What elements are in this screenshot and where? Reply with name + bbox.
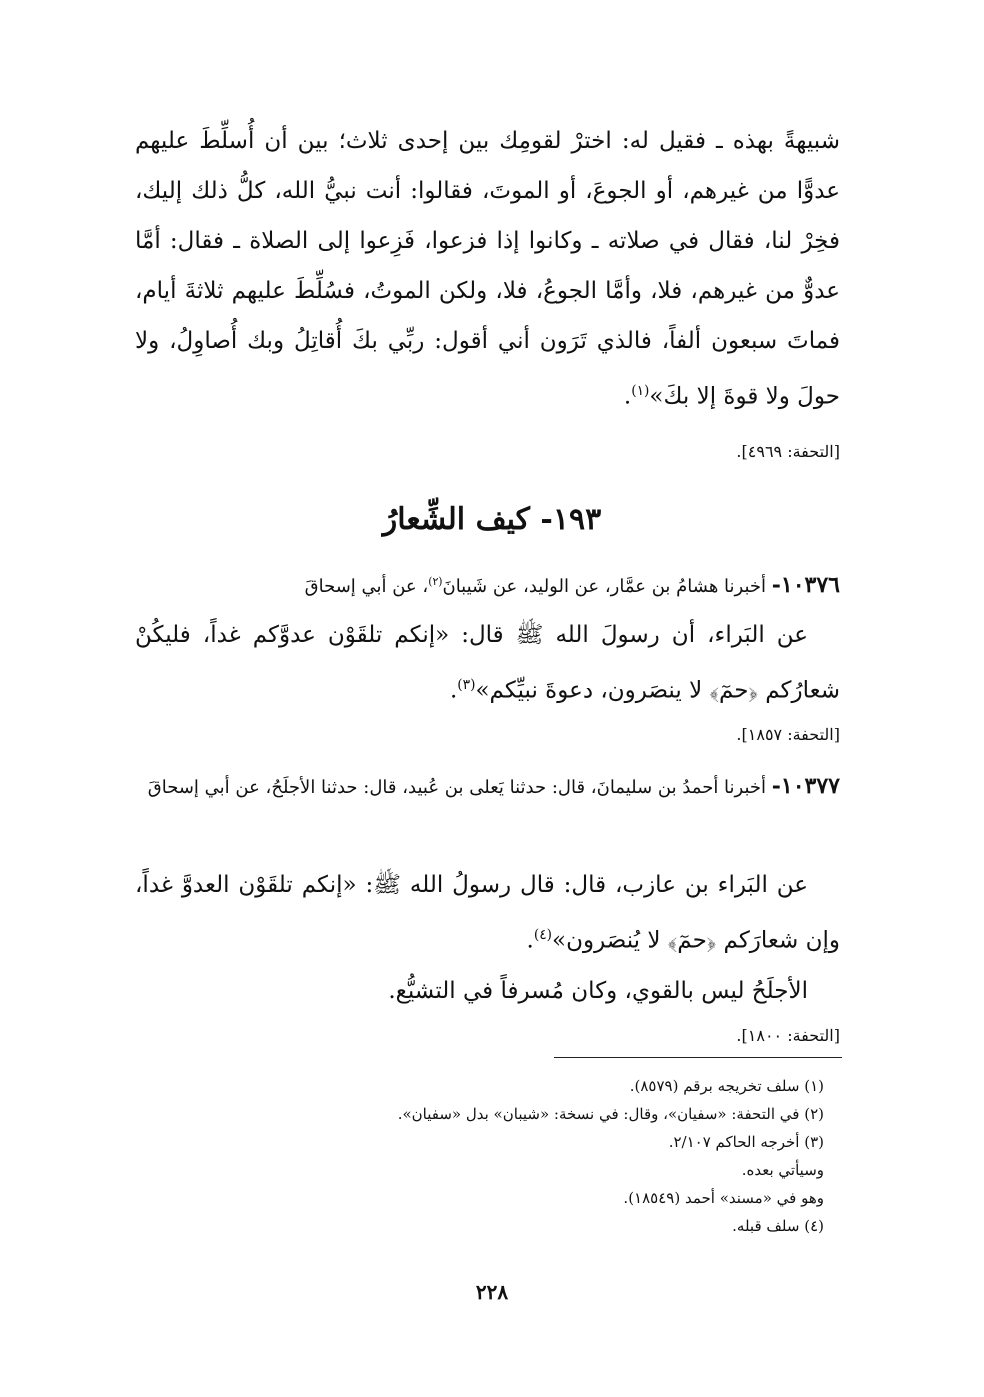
matn-text: عن البَراء بن عازب، قال: قال رسولُ الله ﷺ: «إنكم تلقَوْن العدوَّ غداً، وإن شعارَكم ﴿حمٓ﴾ لا يُنصَرون»: [135, 872, 840, 954]
isnad-text-end: ، عن أبي إسحاقَ: [304, 576, 429, 597]
footnote-marker: (٢): [428, 575, 443, 588]
matn-text: عن البَراء، أن رسولَ الله ﷺ قال: «إنكم تلقَوْن عدوَّكم غداً، فليكُنْ شعارُكم ﴿حمٓ﴾ لا ينصَرون، دعوةَ نبيِّكم»: [135, 622, 840, 704]
footnote: (١) سلف تخريجه برقم (٨٥٧٩).: [629, 1077, 824, 1095]
footnote-marker: (٤): [533, 927, 553, 943]
section-title: ١٩٣- كيف الشِّعارُ: [382, 502, 602, 537]
footnote: (٣) أخرجه الحاكم ٢/١٠٧.: [668, 1133, 824, 1151]
hadith-number: ١٠٣٧٦-: [771, 572, 840, 598]
tuhfa-reference: [التحفة: ١٨٠٠].: [736, 1026, 840, 1045]
footnote: (٤) سلف قبله.: [732, 1217, 824, 1235]
footnote-marker: (١): [631, 383, 650, 399]
footnote: وسيأتي بعده.: [741, 1161, 824, 1179]
tuhfa-reference: [التحفة: ١٨٥٧].: [736, 725, 840, 744]
hadith-matn: عن البَراء، أن رسولَ الله ﷺ قال: «إنكم تلقَوْن عدوَّكم غداً، فليكُنْ شعارُكم ﴿حمٓ﴾ لا ينصَرون، دعوةَ نبيِّكم»$^{(٣)}$.: [135, 622, 840, 704]
top-paragraph: شبيهةً بهذه ـ فقيل له: اخترْ لقومِك بين إحدى ثلاث؛ بين أن أُسلِّطَ عليهم عدوًّا من غيرهم، أو الجوعَ، أو الموتَ، فقالوا: أنت نبيُّ الله، كلُّ ذلك إليك، فخِرْ لنا، فقال في صلاته ـ وكانوا إذا فزعوا، فَزِعوا إلى الصلاة ـ فقال: أمَّا عدوٌّ من غيرهم، فلا، وأمَّا الجوعُ، فلا، ولكن الموتُ، فسُلِّطَ عليهم ثلاثةَ أيام، فماتَ سبعون ألفاً، فالذي تَرَون أني أقول: ربِّي بكَ أُقاتِلُ وبك أُصاوِلُ، ولا حولَ ولا قوةَ إلا بكَ»$^{(١)}$.: [135, 128, 840, 410]
hadith-note: الأجلَحُ ليس بالقوي، وكان مُسرفاً في التشيُّع.: [388, 977, 808, 1004]
page-number: ٢٢٨: [475, 1280, 509, 1304]
hadith-matn: عن البَراء بن عازب، قال: قال رسولُ الله ﷺ: «إنكم تلقَوْن العدوَّ غداً، وإن شعارَكم ﴿حمٓ﴾ لا يُنصَرون»$^{(٤)}$. الأجلَحُ ليس بالقوي، وكان مُسرفاً في التشيُّع.: [135, 860, 840, 1016]
top-paragraph-text: شبيهةً بهذه ـ فقيل له: اخترْ لقومِك بين إحدى ثلاث؛ بين أن أُسلِّطَ عليهم عدوًّا من غيرهم، أو الجوعَ، أو الموتَ، فقالوا: أنت نبيُّ الله، كلُّ ذلك إليك، فخِرْ لنا، فقال في صلاته ـ وكانوا إذا فزعوا، فَزِعوا إلى الصلاة ـ فقال: أمَّا عدوٌّ من غيرهم، فلا، وأمَّا الجوعُ، فلا، ولكن الموتُ، فسُلِّطَ عليهم ثلاثةَ أيام، فماتَ سبعون ألفاً، فالذي تَرَون أني أقول: ربِّي بكَ أُقاتِلُ وبك أُصاوِلُ، ولا حولَ ولا قوةَ إلا بكَ»: [135, 128, 840, 410]
tuhfa-reference: [التحفة: ٤٩٦٩].: [736, 442, 840, 461]
footnotes: [324, 1072, 824, 1240]
hadith-isnad: [135, 562, 840, 607]
isnad-text: أخبرنا هشامُ بن عمَّار، عن الوليد، عن شَيبانَ: [442, 576, 767, 597]
footnote: (٢) في التحفة: «سفيان»، وقال: في نسخة: «شيبان» بدل «سفيان».: [397, 1105, 824, 1123]
footnote-marker: (٣): [457, 677, 476, 693]
hadith-isnad: [135, 766, 840, 808]
isnad-text: أخبرنا أحمدُ بن سليمانَ، قال: حدثنا يَعلى بن عُبيد، قال: حدثنا الأجلَحُ، عن أبي إسحاقَ: [147, 777, 767, 798]
footnote: وهو في «مسند» أحمد (١٨٥٤٩).: [623, 1189, 824, 1207]
hadith-number: ١٠٣٧٧-: [771, 773, 840, 799]
footnote-divider: [554, 1057, 842, 1058]
